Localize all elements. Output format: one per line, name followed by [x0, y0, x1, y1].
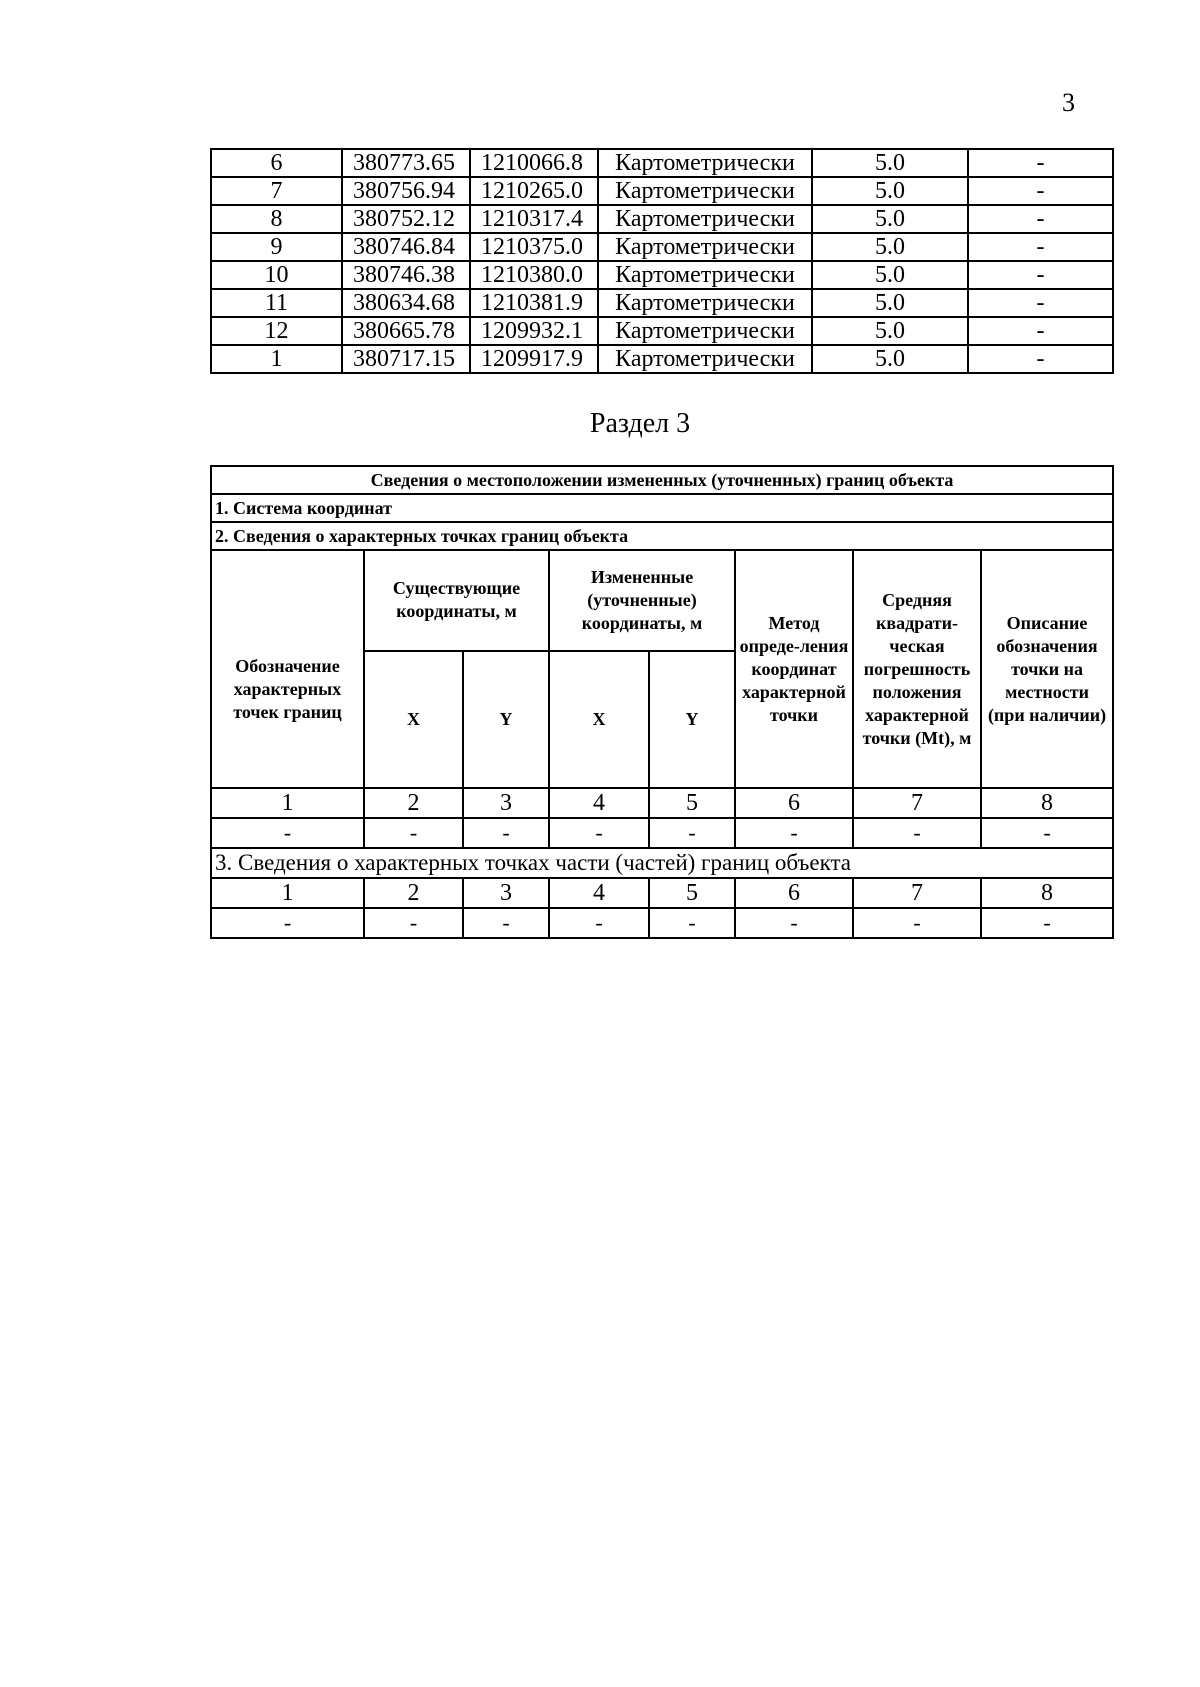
description-cell: -	[968, 177, 1113, 205]
y-coordinate-cell: 1210380.0	[470, 261, 598, 289]
empty-cell: -	[853, 908, 981, 938]
header-method: Метод опреде-ления координат характерной точки	[735, 550, 853, 788]
empty-cell: -	[735, 908, 853, 938]
description-cell: -	[968, 317, 1113, 345]
subsection-boundary-points: 2. Сведения о характерных точках границ объекта	[211, 522, 1113, 550]
method-cell: Картометрически	[598, 317, 812, 345]
header-existing-y: Y	[463, 651, 549, 788]
coordinates-table	[210, 148, 1114, 374]
column-number-cell: 7	[853, 788, 981, 818]
y-coordinate-cell: 1210375.0	[470, 233, 598, 261]
y-coordinate-cell: 1210066.8	[470, 149, 598, 177]
column-number-cell: 1	[211, 788, 364, 818]
table-row	[211, 233, 1113, 261]
x-coordinate-cell: 380756.94	[342, 177, 470, 205]
y-coordinate-cell: 1209932.1	[470, 317, 598, 345]
method-cell: Картометрически	[598, 289, 812, 317]
column-number-cell: 7	[853, 878, 981, 908]
accuracy-cell: 5.0	[812, 205, 968, 233]
empty-cell: -	[981, 818, 1113, 848]
column-number-cell: 8	[981, 878, 1113, 908]
x-coordinate-cell: 380773.65	[342, 149, 470, 177]
table-caption: Сведения о местоположении измененных (уточненных) границ объекта	[211, 466, 1113, 494]
empty-cell: -	[463, 818, 549, 848]
method-cell: Картометрически	[598, 233, 812, 261]
x-coordinate-cell: 380665.78	[342, 317, 470, 345]
column-number-cell: 3	[463, 878, 549, 908]
method-cell: Картометрически	[598, 261, 812, 289]
empty-cell: -	[549, 818, 649, 848]
point-number-cell: 1	[211, 345, 342, 373]
y-coordinate-cell: 1210317.4	[470, 205, 598, 233]
column-number-cell: 8	[981, 788, 1113, 818]
column-number-cell: 5	[649, 788, 735, 818]
page-number: 3	[1062, 88, 1075, 117]
subsection-coordinate-system: 1. Система координат	[211, 494, 1113, 522]
description-cell: -	[968, 345, 1113, 373]
x-coordinate-cell: 380746.38	[342, 261, 470, 289]
column-number-cell: 4	[549, 878, 649, 908]
column-number-cell: 2	[364, 878, 463, 908]
point-number-cell: 9	[211, 233, 342, 261]
table-row	[211, 205, 1113, 233]
accuracy-cell: 5.0	[812, 233, 968, 261]
method-cell: Картометрически	[598, 205, 812, 233]
header-changed-y: Y	[649, 651, 735, 788]
x-coordinate-cell: 380634.68	[342, 289, 470, 317]
section-title: Раздел 3	[589, 408, 691, 439]
empty-cell: -	[649, 908, 735, 938]
point-number-cell: 8	[211, 205, 342, 233]
table-row	[211, 149, 1113, 177]
x-coordinate-cell: 380746.84	[342, 233, 470, 261]
y-coordinate-cell: 1210381.9	[470, 289, 598, 317]
empty-cell: -	[981, 908, 1113, 938]
description-cell: -	[968, 205, 1113, 233]
accuracy-cell: 5.0	[812, 289, 968, 317]
empty-data-row	[211, 908, 1113, 938]
column-numbers-row	[211, 878, 1113, 908]
header-designation: Обозначение характерных точек границ	[211, 550, 364, 788]
method-cell: Картометрически	[598, 177, 812, 205]
table-row	[211, 261, 1113, 289]
empty-cell: -	[211, 908, 364, 938]
point-number-cell: 12	[211, 317, 342, 345]
empty-cell: -	[853, 818, 981, 848]
description-cell: -	[968, 289, 1113, 317]
column-number-cell: 3	[463, 788, 549, 818]
table-row	[211, 345, 1113, 373]
subsection-part-boundary-points: 3. Сведения о характерных точках части (частей) границ объекта	[211, 848, 1113, 878]
empty-cell: -	[735, 818, 853, 848]
method-cell: Картометрически	[598, 149, 812, 177]
point-number-cell: 11	[211, 289, 342, 317]
accuracy-cell: 5.0	[812, 149, 968, 177]
empty-cell: -	[364, 818, 463, 848]
header-existing-coords: Существующие координаты, м	[364, 550, 549, 651]
section-3-table	[210, 465, 1114, 939]
description-cell: -	[968, 149, 1113, 177]
table-row	[211, 177, 1113, 205]
accuracy-cell: 5.0	[812, 317, 968, 345]
empty-cell: -	[649, 818, 735, 848]
empty-data-row	[211, 818, 1113, 848]
empty-cell: -	[364, 908, 463, 938]
point-number-cell: 7	[211, 177, 342, 205]
column-number-cell: 4	[549, 788, 649, 818]
accuracy-cell: 5.0	[812, 261, 968, 289]
method-cell: Картометрически	[598, 345, 812, 373]
point-number-cell: 6	[211, 149, 342, 177]
header-changed-x: X	[549, 651, 649, 788]
y-coordinate-cell: 1210265.0	[470, 177, 598, 205]
y-coordinate-cell: 1209917.9	[470, 345, 598, 373]
description-cell: -	[968, 261, 1113, 289]
empty-cell: -	[549, 908, 649, 938]
column-number-cell: 5	[649, 878, 735, 908]
x-coordinate-cell: 380752.12	[342, 205, 470, 233]
description-cell: -	[968, 233, 1113, 261]
header-changed-coords: Измененные (уточненные) координаты, м	[549, 550, 735, 651]
header-description: Описание обозначения точки на местности (при наличии)	[981, 550, 1113, 788]
column-number-cell: 1	[211, 878, 364, 908]
accuracy-cell: 5.0	[812, 177, 968, 205]
point-number-cell: 10	[211, 261, 342, 289]
column-number-cell: 2	[364, 788, 463, 818]
column-number-cell: 6	[735, 878, 853, 908]
column-numbers-row	[211, 788, 1113, 818]
header-accuracy: Средняя квадрати-ческая погрешность положения характерной точки (Mt), м	[853, 550, 981, 788]
empty-cell: -	[463, 908, 549, 938]
accuracy-cell: 5.0	[812, 345, 968, 373]
empty-cell: -	[211, 818, 364, 848]
x-coordinate-cell: 380717.15	[342, 345, 470, 373]
column-number-cell: 6	[735, 788, 853, 818]
header-existing-x: X	[364, 651, 463, 788]
table-row	[211, 289, 1113, 317]
table-row	[211, 317, 1113, 345]
